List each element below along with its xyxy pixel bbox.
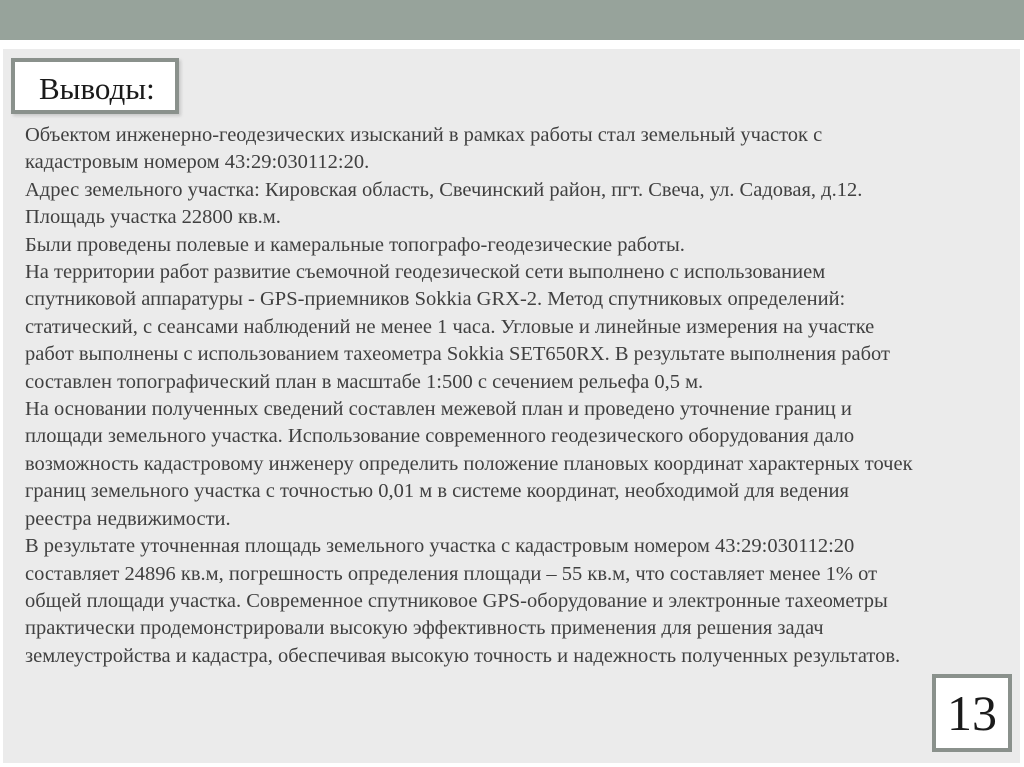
paragraph-works: Были проведены полевые и камеральные топографо-геодезические работы.: [25, 233, 685, 256]
paragraph-network: На территории работ развитие съемочной геодезической сети выполнено с использованием спутниковой аппаратуры - GPS-приемников Sokkia GRX-2. Метод спутниковых определений: статический, с сеансами наблюдений не менее 1 часа. Угловые и линейные измерения на участке работ выполнены с использованием тахеометра Sokkia SET650RX. В результате выполнения работ составлен топографический план в масштабе 1:500 с сечением рельефа 0,5 м.: [25, 261, 890, 393]
title-box: [11, 58, 179, 114]
page-number: 13: [947, 685, 997, 741]
top-bar: [0, 0, 1024, 40]
body-text: [25, 122, 1015, 670]
page-number-box: [932, 674, 1012, 752]
paragraph-address: Адрес земельного участка: Кировская область, Свечинский район, пгт. Свеча, ул. Садовая, д.12.: [25, 178, 863, 201]
paragraph-object: Объектом инженерно-геодезических изысканий в рамках работы стал земельный участок с кадастровым номером 43:29:030112:20.: [25, 124, 823, 174]
paragraph-area: Площадь участка 22800 кв.м.: [25, 206, 281, 229]
paragraph-survey-plan: На основании полученных сведений составлен межевой план и проведено уточнение границ и площади земельного участка. Использование современного геодезического оборудования дало возможность кадастровому инженеру определить положение плановых координат характерных точек границ земельного участка с точностью 0,01 м в системе координат, необходимой для ведения реестра недвижимости.: [25, 398, 913, 530]
slide-title: Выводы:: [39, 71, 155, 106]
paragraph-result: В результате уточненная площадь земельного участка с кадастровым номером 43:29:030112:20 составляет 24896 кв.м, погрешность определения площади – 55 кв.м, что составляет менее 1% от общей площади участка. Современное спутниковое GPS-оборудование и электронные тахеометры практически продемонстрировали высокую эффективность применения для решения задач землеустройства и кадастра, обеспечивая высокую точность и надежность полученных результатов.: [25, 535, 901, 667]
